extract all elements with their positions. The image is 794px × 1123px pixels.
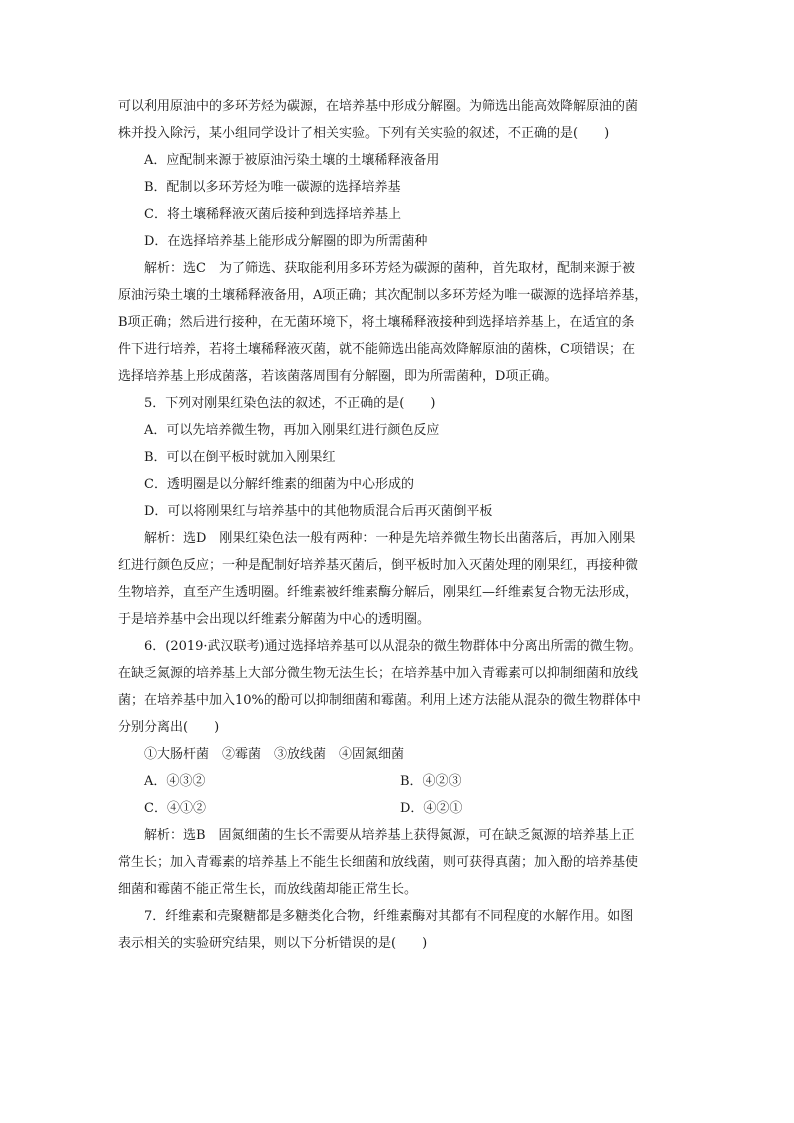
q4-option-d: D．在选择培养基上能形成分解圈的即为所需菌种	[144, 234, 428, 249]
q6-option-d: D．④②①	[400, 801, 463, 816]
q6-items-list: ①大肠杆菌 ②霉菌 ③放线菌 ④固氮细菌	[144, 747, 405, 762]
q7-stem-line: 7．纤维素和壳聚糖都是多糖类化合物，纤维素酶对其都有不同程度的水解作用。如图	[144, 909, 634, 924]
q5-option-d: D．可以将刚果红与培养基中的其他物质混合后再灭菌倒平板	[144, 504, 493, 519]
q6-analysis-line: 细菌和霉菌不能正常生长，而放线菌却能正常生长。	[118, 882, 418, 897]
q5-option-c: C．透明圈是以分解纤维素的细菌为中心形成的	[144, 477, 414, 492]
q6-analysis-line: 解析：选B 固氮细菌的生长不需要从培养基上获得氮源，可在缺乏氮源的培养基上正	[144, 828, 635, 843]
question-4	[118, 93, 678, 390]
question-5	[118, 390, 678, 633]
q7-stem-line: 表示相关的实验研究结果，则以下分析错误的是( )	[118, 936, 428, 951]
q4-analysis-line: 选择培养基上形成菌落，若该菌落周围有分解圈，即为所需菌种，D项正确。	[118, 369, 558, 384]
q4-analysis-line: 原油污染土壤的土壤稀释液备用，A项正确；其次配制以多环芳烃为唯一碳源的选择培养基，	[118, 288, 648, 303]
q5-option-a: A．可以先培养微生物，再加入刚果红进行颜色反应	[144, 423, 440, 438]
q4-analysis-line: 件下进行培养，若将土壤稀释液灭菌，就不能筛选出能高效降解原油的菌株，C项错误；在	[118, 342, 635, 357]
q5-analysis-line: 于是培养基中会出现以纤维素分解菌为中心的透明圈。	[118, 612, 431, 627]
q4-analysis-line: B项正确；然后进行接种，在无菌环境下，将土壤稀释液接种到选择培养基上，在适宜的条	[118, 315, 635, 330]
q6-option-b: B．④②③	[400, 774, 462, 789]
q5-analysis-line: 红进行颜色反应；一种是配制好培养基灭菌后，倒平板时加入灭菌处理的刚果红，再接种微	[118, 558, 639, 573]
q4-option-a: A．应配制来源于被原油污染土壤的土壤稀释液备用	[144, 153, 440, 168]
q6-options-row	[118, 795, 678, 822]
q4-analysis-line: 解析：选C 为了筛选、获取能利用多环芳烃为碳源的菌种，首先取材，配制来源于被	[144, 261, 635, 276]
document-page	[118, 93, 678, 957]
question-6	[118, 633, 678, 903]
q6-analysis-line: 常生长；加入青霉素的培养基上不能生长细菌和放线菌，则可获得真菌；加入酚的培养基使	[118, 855, 639, 870]
q4-stem-line: 株并投入除污，某小组同学设计了相关实验。下列有关实验的叙述，不正确的是( )	[118, 126, 610, 141]
q5-analysis-line: 生物培养，直至产生透明圈。纤维素被纤维素酶分解后，刚果红—纤维素复合物无法形成，	[118, 585, 639, 600]
q4-option-b: B．配制以多环芳烃为唯一碳源的选择培养基	[144, 180, 401, 195]
q6-options-row	[118, 768, 678, 795]
q6-stem-line: 分别分离出( )	[118, 720, 220, 735]
q6-stem-line: 菌；在培养基中加入10%的酚可以抑制细菌和霉菌。利用上述方法能从混杂的微生物群体中	[118, 693, 641, 708]
q6-stem-line: 6．(2019·武汉联考)通过选择培养基可以从混杂的微生物群体中分离出所需的微生物。	[144, 639, 642, 654]
q4-option-c: C．将土壤稀释液灭菌后接种到选择培养基上	[144, 207, 401, 222]
q6-option-a: A．④③②	[144, 774, 206, 789]
q5-option-b: B．可以在倒平板时就加入刚果红	[144, 450, 336, 465]
q5-stem-line: 5．下列对刚果红染色法的叙述，不正确的是( )	[144, 396, 436, 411]
question-7	[118, 903, 678, 957]
q6-option-c: C．④①②	[144, 801, 206, 816]
q4-stem-line: 可以利用原油中的多环芳烃为碳源，在培养基中形成分解圈。为筛选出能高效降解原油的菌	[118, 99, 639, 114]
q5-analysis-line: 解析：选D 刚果红染色法一般有两种：一种是先培养微生物长出菌落后，再加入刚果	[144, 531, 636, 546]
q6-stem-line: 在缺乏氮源的培养基上大部分微生物无法生长；在培养基中加入青霉素可以抑制细菌和放线	[118, 666, 639, 681]
